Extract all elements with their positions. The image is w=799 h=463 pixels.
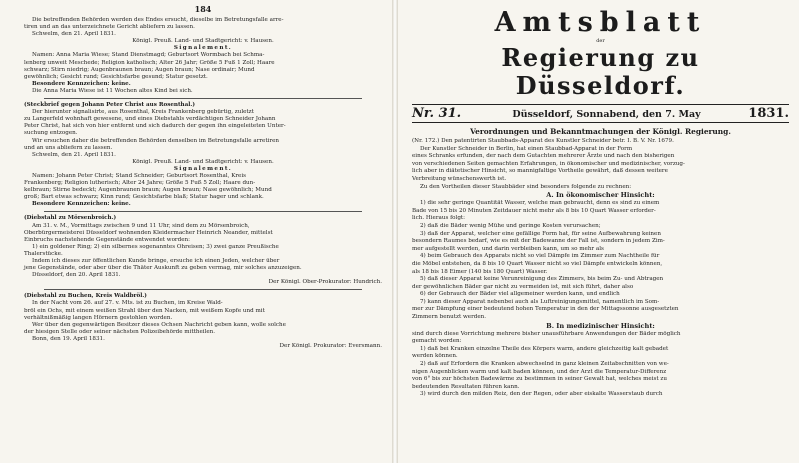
masthead-title: Amtsblatt <box>494 7 707 38</box>
text-line: Die betreffenden Behörden werden des Endes ersucht, dieselbe im Betretungsfalle arre- <box>32 17 284 23</box>
issue-bar <box>412 104 789 123</box>
text-line: besondern Raumes bedarf, wie es mit der Badewanne der Fall ist, sondern in jedem Zim- <box>412 238 665 245</box>
masthead-subtitle: Regierung zu Düsseldorf. <box>501 43 700 100</box>
page-number: 184 <box>194 4 212 14</box>
text-line: lenberg unweit Meschede; Religion katholisch; Alter 26 Jahr; Größe 5 Fuß 1 Zoll; Haare <box>24 59 275 66</box>
text-line: 4) beim Gebrauch des Apparats nicht so viel Dämpfe im Zimmer zum Nachtheile für <box>420 253 660 260</box>
text-line: Königl. Preuß. Land- und Stadtgericht: v. Hausen. <box>132 158 274 165</box>
text-line: 7) kann dieser Apparat nebenbei auch als Luftreinigungsmittel, namentlich im Som- <box>420 298 660 305</box>
text-line: kelbraun; Stirne bedeckt; Augenbraunen braun; Augen braun; Nase gewöhnlich; Mund <box>24 187 272 194</box>
text-line: Einbruchs nachstehende Gegenstände entwendet worden: <box>24 236 190 243</box>
text-line: 1) die sehr geringe Quantität Wasser, welche man gebraucht, denn es sind zu einem <box>420 200 660 207</box>
text-line: (Diebstahl zu Buchen, Kreis Waldbröl.) <box>24 293 147 300</box>
text-line: nigen Augenblicken warm und kalt baden können, und der Arzt die Temperatur-Differenz <box>412 368 667 375</box>
text-line: gewöhnlich; Gesicht rund; Gesichtsfarbe gesund; Statur gesetzt. <box>24 73 208 80</box>
text-line: Schwelm, den 21. April 1831. <box>32 151 116 158</box>
masthead-der: der <box>596 38 605 44</box>
text-line: tiren und an das unterzeichnete Gericht abliefern zu lassen. <box>24 24 195 31</box>
text-line: bedeutenden Resultaten führen kann. <box>412 383 520 390</box>
text-line: 3) wird durch den milden Reiz, den der Regen, oder aber eiskalte Wasserstaub durch <box>420 391 663 398</box>
text-line: werden können. <box>412 353 458 360</box>
text-line: sind durch diese Vorrichtung mehrere bisher unausführbare Anwendungen der Bäder möglich <box>412 330 681 337</box>
text-line: gemacht worden: <box>412 338 462 345</box>
text-line: die Möbel entstehen, da 8 bis 10 Quart Wasser nicht so viel Dämpfe entwickeln können, <box>412 260 663 267</box>
text-line: Der Königl. Ober-Prokurator: Hundrich. <box>268 279 382 286</box>
text-line: der gewöhnlichen Bäder gar nicht zu vermeiden ist, mit sich führt, daher also <box>412 283 634 290</box>
text-line: groß; Bart etwas schwarz; Kinn rund; Gesichtsfarbe blaß; Statur hager und schlank. <box>24 194 264 201</box>
text-line: Wer über den gegenwärtigen Besitzer dieses Ochsen Nachricht geben kann, wolle solche <box>32 321 286 328</box>
text-line: 1) daß bei Kranken einzelne Theile des Körpers warm, andere gleichzeitig kalt gebadet <box>420 345 669 352</box>
section-divider <box>44 98 362 99</box>
text-line: suchung entzogen. <box>24 130 78 137</box>
text-line: Am 31. v. M., Vormittags zwischen 9 und 11 Uhr, sind dem zu Mörsenbroich, <box>32 222 250 229</box>
text-line: lich aber in diätetischer Hinsicht, so mannigfaltige Vortheile gewährt, daß dessen weitere <box>412 168 668 175</box>
text-line: Peter Christ, hat sich von hier entfernt und sich dadurch der gegen ihn eingeleiteten Unter- <box>24 123 286 130</box>
text-line: (Diebstahl zu Mörsenbroich.) <box>24 215 117 222</box>
text-line: Verbreitung wünschenswerth ist. <box>412 175 507 182</box>
text-line: Schwelm, den 21. April 1831. <box>32 31 116 38</box>
text-line: 6) der Gebrauch der Bäder viel allgemeiner werden kann, und endlich <box>420 291 620 298</box>
text-line: Indem ich dieses zur öffentlichen Kunde bringe, ersuche ich einen Jeden, welcher über <box>32 258 280 264</box>
text-line: lich. Hieraus folgt: <box>412 215 466 222</box>
section-divider <box>44 289 362 290</box>
text-line: eines Schranks erfunden, der nach dem Gutachten mehrerer Ärzte und nach den bisherigen <box>412 153 675 160</box>
text-line: Zimmern benutzt werden. <box>412 314 487 321</box>
issue-number: Nr. 31. <box>412 106 462 121</box>
text-line: Signalement. <box>173 165 233 172</box>
text-line: und an uns abliefern zu lassen. <box>24 144 113 151</box>
text-line: Bade von 15 bis 20 Minuten Zeitdauer nicht mehr als 8 bis 10 Quart Wasser erforder- <box>412 207 656 214</box>
text-line: A. In ökonomischer Hinsicht: <box>546 191 655 200</box>
text-line: (Nr. 172.) Den patentirten Staubbads-Apparat des Kunstler Schneider betr. I. B. V. Nr. 1679. <box>412 138 674 144</box>
left-page-body <box>24 17 382 350</box>
issue-date: Düsseldorf, Sonnabend, den 7. May <box>512 109 701 120</box>
text-line: Die Anna Maria Wiese ist 11 Wochen altes Kind bei sich. <box>32 87 193 94</box>
text-line: Der Kunstler Schneider in Berlin, hat einen Staubbad-Apparat in der Form <box>420 145 633 152</box>
text-line: mer zur Dämpfung einer bedeutend hohen Temperatur in den der Mittagssonne ausgesetzten <box>412 306 679 313</box>
text-line: Thalerstücke. <box>24 250 63 257</box>
text-line: Zu den Vortheilen dieser Staubbäder sind besonders folgende zu rechnen: <box>420 183 632 190</box>
text-line: der hiesigen Stelle oder seiner nächsten Polizeibehörde mittheilen. <box>24 328 216 335</box>
text-line: zu Langerfeld wohnhaft gewesene, und eines Diebstahls verdächtigen Schneider Johann <box>24 116 276 123</box>
text-line: als 18 bis 18 Eimer (140 bis 180 Quart) Wasser. <box>412 268 548 275</box>
text-line: Frankenberg; Religion lutherisch; Alter 24 Jahre; Größe 5 Fuß 5 Zoll; Haare dun- <box>24 180 256 187</box>
text-line: B. In medizinischer Hinsicht: <box>546 321 655 330</box>
text-line: Bonn, den 19. April 1831. <box>32 335 105 342</box>
section-divider <box>44 211 362 212</box>
left-page <box>0 0 392 463</box>
text-line: 2) daß die Bäder wenig Mühe und geringe Kosten verursachen; <box>420 222 601 229</box>
text-line: 2) daß auf Erfordern die Kranken abwechselnd in ganz kleinen Zeitabschnitten von we- <box>420 361 669 368</box>
text-line: Wir ersuchen daher die betreffenden Behörden denselben im Betretungsfalle arretiren <box>32 137 279 144</box>
text-line: mer aufgestellt werden, und darin verbleiben kann, um so mehr als <box>412 245 604 252</box>
text-line: 5) daß dieser Apparat keine Verunreinigung des Zimmers, bis beim Zu- und Abtragen <box>420 276 664 283</box>
text-line: Besondere Kennzeichen: keine. <box>32 80 131 87</box>
text-line: In der Nacht vom 26. auf 27. v. Mts. ist zu Buchen, im Kreise Wald- <box>32 300 223 307</box>
text-line: Besondere Kennzeichen: keine. <box>32 201 131 208</box>
text-line: von 6° bis zur höchsten Badewärme zu bestimmen in seiner Gewalt hat, welches meist zu <box>412 376 667 383</box>
issue-year: 1831. <box>748 106 789 121</box>
right-page <box>398 0 799 463</box>
text-line: Namen: Johann Peter Christ; Stand Schneider; Geburtsort Rosenthal, Kreis <box>32 172 247 179</box>
text-line: jene Gegenstände, oder aber über die Thäter Auskunft zu geben vermag, mir solches anzuzeigen. <box>24 265 302 272</box>
text-line: bröl ein Ochs, mit einem weißen Strahl über den Nacken, mit weißem Kopfe und mit <box>24 307 265 314</box>
text-line: 3) daß der Apparat, welcher eine gefällige Form hat, für seine Aufbewahrung keinen <box>420 230 661 237</box>
text-line: von verschiedenen Seiten gemachten Erfahrungen, in ökonomischer und medizinischer, vorzug- <box>412 160 685 167</box>
text-line: 1) ein goldener Ring; 2) ein silbernes sogenanntes Ohreisen; 3) zwei ganze Preußische <box>32 243 279 250</box>
text-line: Signalement. <box>173 45 233 52</box>
text-line: (Steckbrief gegen Johann Peter Christ aus Rosenthal.) <box>24 102 195 109</box>
text-line: schwarz; Stirn niedrig; Augenbraunen braun; Augen braun; Nase ordinair; Mund <box>24 66 255 73</box>
right-page-body <box>412 138 789 399</box>
text-line: Oberbürgermeisterei Düsseldorf wohnenden Kleidermacher Heinrich Neander, mittelst <box>24 229 273 236</box>
text-line: Königl. Preuß. Land- und Stadtgericht: v. Hausen. <box>132 38 274 45</box>
text-line: Namen: Anna Maria Wiese; Stand Dienstmagd; Geburtsort Wormbach bei Schma- <box>32 52 265 59</box>
section-title: Verordnungen und Bekanntmachungen der Königl. Regierung. <box>470 127 731 136</box>
text-line: verhältnißmäßig langen Hörnern gestohlen worden. <box>24 314 173 321</box>
text-line: Düsseldorf, den 20. April 1831. <box>32 272 121 279</box>
text-line: Der Königl. Prokurator: Eversmann. <box>279 343 382 350</box>
text-line: Der hierunter signalisirte, aus Rosenthal, Kreis Frankenberg gebürtig, zuletzt <box>32 109 254 116</box>
